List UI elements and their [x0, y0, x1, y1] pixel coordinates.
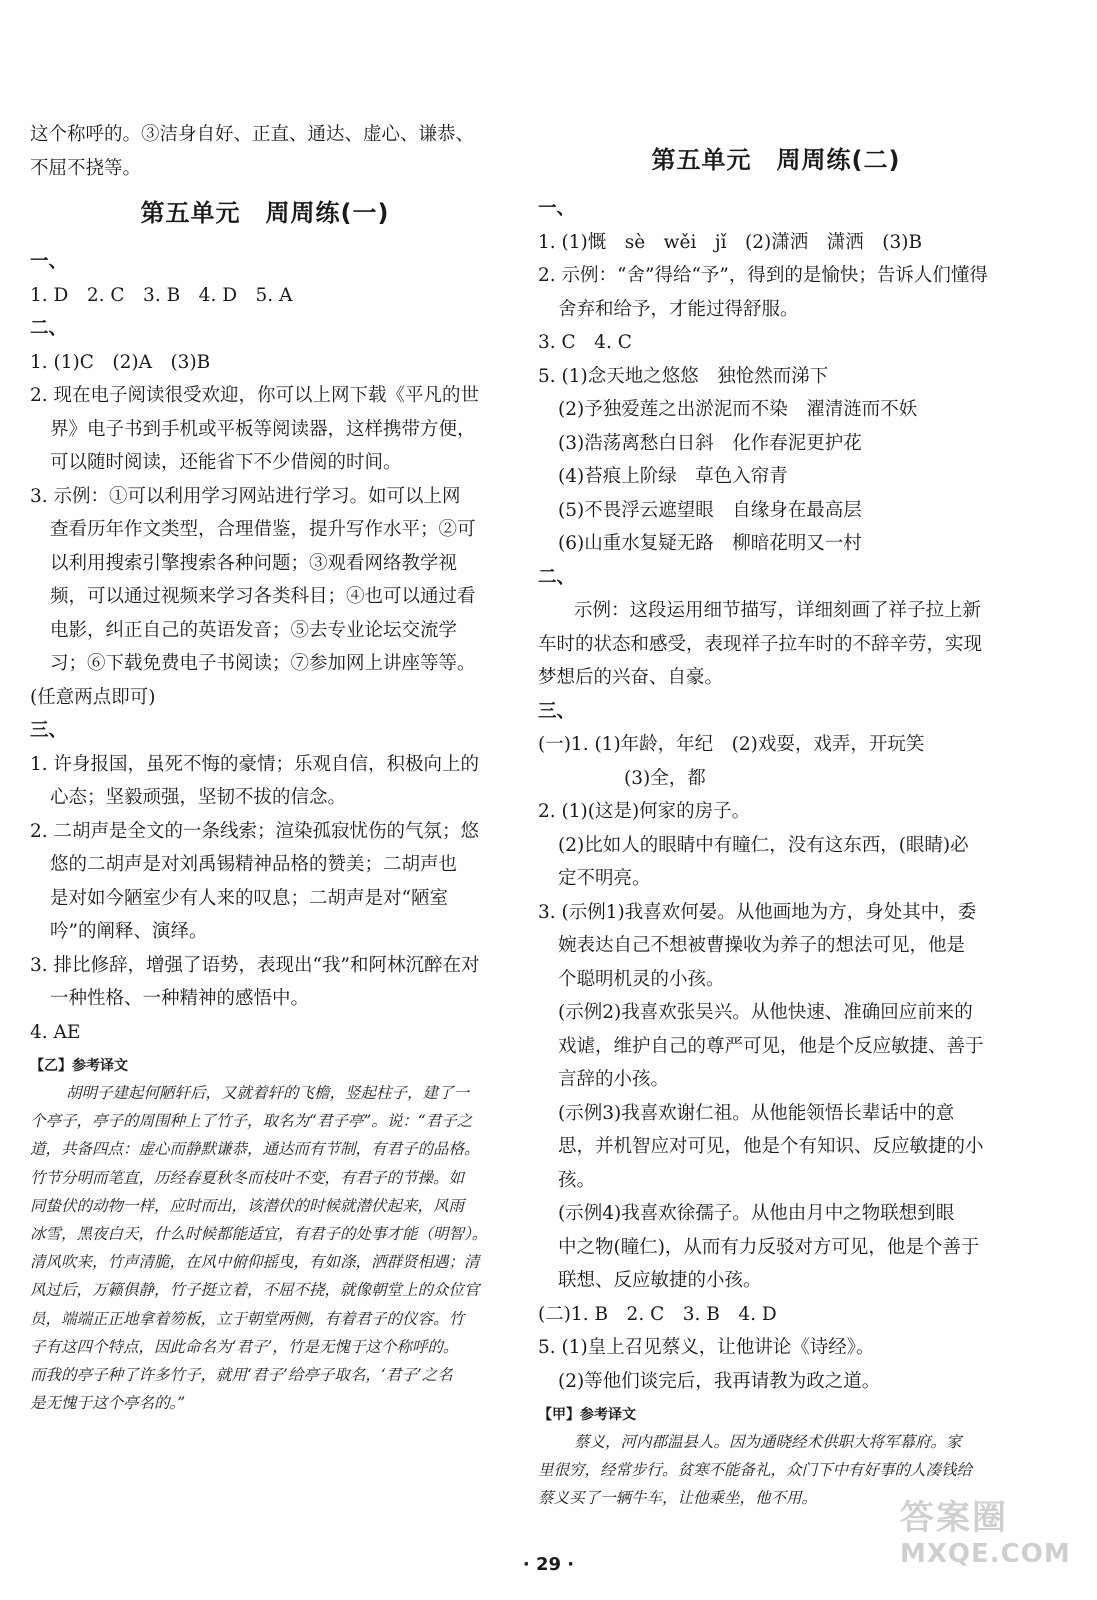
section-3-answers — [30, 748, 500, 1050]
text-line: 言辞的小孩。 — [558, 1069, 670, 1090]
text-line: 员，端端正正地拿着笏板，立于朝堂两侧，有着君子的仪容。竹 — [30, 1309, 465, 1328]
watermark-title: 答案圈 — [900, 1498, 1008, 1538]
text-line: 2. (1)(这是)何家的房子。 — [538, 801, 751, 822]
text-line: 清风吹来，竹声清脆，在风中俯仰摇曳，有如涤，洒群贤相遇；清 — [30, 1253, 480, 1272]
text-line: 舍弃和给予，才能过得舒服。 — [558, 298, 799, 320]
text-line: 个聪明机灵的小孩。 — [558, 968, 725, 990]
text-line: 4. AE — [30, 1021, 81, 1043]
text-line: 竹节分明而笔直，历经春夏秋冬而枝叶不变，有君子的节操。如 — [30, 1168, 465, 1187]
text-line: 5. (1)念天地之悠悠 独怆然而涕下 — [538, 365, 829, 387]
text-line: 戏谑，维护自己的尊严可见，他是个反应敏捷、善于 — [558, 1035, 984, 1057]
unit-heading-2: 第五单元 周周练(二) — [651, 146, 901, 174]
text-line: 而我的亭子种了许多竹子，就用‘君子’给亭子取名，‘君子’之名 — [30, 1366, 453, 1385]
text-line: 同蛰伏的动物一样，应时而出，该潜伏的时候就潜伏起来，风雨 — [30, 1196, 465, 1215]
text-line: 冰雪，黑夜白天，什么时候都能适宜，有君子的处事才能（明智）。 — [30, 1225, 488, 1244]
section-1-answers — [30, 279, 500, 313]
text-line: 道，共备四点：虚心而静默谦恭，通达而有节制，有君子的品格。 — [30, 1140, 480, 1159]
intro-text — [30, 118, 500, 185]
text-line: 车时的状态和感受，表现祥子拉车时的不辞辛劳，实现 — [538, 633, 983, 655]
text-line: 电影，纠正自己的英语发音；⑤去专业论坛交流学 — [50, 619, 458, 641]
text-line: 可以随时阅读，还能省下不少借阅的时间。 — [50, 452, 402, 473]
text-line: (二)1. B 2. C 3. B 4. D — [538, 1303, 777, 1325]
text-line: 吟”的阐释、演绎。 — [50, 921, 208, 942]
text-line: 3. (示例1)我喜欢何晏。从他画地为方，身处其中，委 — [538, 901, 977, 923]
text-line: 孩。 — [558, 1169, 596, 1191]
text-line: 示例：这段运用细节描写，详细刻画了祥子拉上新 — [574, 600, 982, 621]
text-line: (4)苔痕上阶绿 草色入帘青 — [558, 466, 788, 487]
text-line: 习；⑥下载免费电子书阅读；⑦参加网上讲座等等。 — [50, 653, 476, 674]
text-line: 1. D 2. C 3. B 4. D 5. A — [30, 284, 293, 306]
translation-tag: 【甲】参考译文 — [538, 1407, 636, 1423]
text-line: (一)1. (1)年龄，年纪 (2)戏耍，戏弄，开玩笑 — [538, 734, 925, 755]
text-line: 界》电子书到手机或平板等阅读器，这样携带方便， — [50, 418, 476, 440]
text-line: 这个称呼的。③洁身自好、正直、通达、虚心、谦恭、 — [30, 124, 475, 145]
left-column — [30, 118, 500, 1417]
section-2-answers — [30, 346, 500, 715]
text-line: 悠的二胡声是对刘禹锡精神品格的赞美；二胡声也 — [50, 854, 458, 875]
section-2-answers — [538, 594, 1014, 695]
text-line: 蔡义买了一辆牛车，让他乘坐，他不用。 — [538, 1489, 818, 1508]
text-line: 思，并机智应对可见，他是个有知识、反应敏捷的小 — [558, 1136, 984, 1157]
text-line: 以利用搜索引擎搜索各种问题；③观看网络教学视 — [50, 552, 458, 574]
text-line: (示例4)我喜欢徐孺子。从他由月中之物联想到眼 — [558, 1203, 955, 1224]
section-label: 三、 — [538, 700, 576, 722]
text-line: 是对如今陋室少有人来的叹息；二胡声是对“陋室 — [50, 887, 448, 909]
page-number: · 29 · — [522, 1554, 575, 1575]
text-line: 是无愧于这个亭名的。” — [30, 1394, 186, 1413]
section-label: 三、 — [30, 720, 68, 741]
text-line: 风过后，万籁俱静，竹子挺立着，不屈不挠，就像朝堂上的众位官 — [30, 1281, 480, 1300]
section-1-answers — [538, 226, 1014, 561]
text-line: (6)山重水复疑无路 柳暗花明又一村 — [558, 533, 862, 554]
unit-heading-1: 第五单元 周周练(一) — [140, 199, 390, 227]
text-line: 胡明子建起何陋轩后，又就着轩的飞檐，竖起柱子，建了一 — [66, 1084, 470, 1102]
text-line: 5. (1)皇上召见蔡义，让他讲论《诗经》。 — [538, 1337, 875, 1358]
text-line: 不屈不挠等。 — [30, 157, 142, 179]
text-line: 查看历年作文类型，合理借鉴，提升写作水平；②可 — [50, 519, 476, 540]
text-line: (示例2)我喜欢张吴兴。从他快速、准确回应前来的 — [558, 1002, 973, 1023]
text-line: 一种性格、一种精神的感悟中。 — [50, 988, 310, 1009]
text-line: 个亭子，亭子的周围种上了竹子，取名为“君子亭”。说：“君子之 — [30, 1112, 473, 1131]
text-line: 联想、反应敏捷的小孩。 — [558, 1270, 762, 1291]
text-line: 1. 许身报国，虽死不悔的豪情；乐观自信，积极向上的 — [30, 753, 480, 775]
right-column — [538, 140, 1014, 1513]
watermark-url: MXQE.COM — [900, 1539, 1071, 1569]
text-line: 频，可以通过视频来学习各类科目；④也可以通过看 — [50, 586, 476, 607]
text-line: 定不明亮。 — [558, 868, 651, 889]
text-line: 2. 二胡声是全文的一条线索；渲染孤寂忧伤的气氛；悠 — [30, 820, 480, 842]
text-line: (任意两点即可) — [30, 686, 156, 708]
translation-tag: 【乙】参考译文 — [30, 1058, 128, 1074]
text-line: 蔡义，河内郡温县人。因为通晓经术供职大将军幕府。家 — [574, 1433, 962, 1451]
text-line: 里很穷，经常步行。贫寒不能备礼，众门下中有好事的人凑钱给 — [538, 1461, 973, 1480]
text-line: (5)不畏浮云遮望眼 自缘身在最高层 — [558, 499, 862, 521]
text-line: 2. 示例：“舍”得给“予”，得到的是愉快；告诉人们懂得 — [538, 265, 988, 286]
text-line: (3)全，都 — [624, 767, 706, 789]
section-label: 一、 — [538, 198, 576, 219]
text-line: (3)浩荡离愁白日斜 化作春泥更护花 — [558, 432, 862, 454]
text-line: 心态；坚毅顽强，坚韧不拔的信念。 — [50, 787, 347, 808]
text-line: 3. C 4. C — [538, 332, 632, 353]
text-line: 1. (1)C (2)A (3)B — [30, 351, 211, 373]
text-line: (2)等他们谈完后，我再请教为政之道。 — [558, 1370, 881, 1392]
text-line: (2)比如人的眼睛中有瞳仁，没有这东西，(眼睛)必 — [558, 834, 969, 856]
text-line: 3. 示例：①可以利用学习网站进行学习。如可以上网 — [30, 485, 461, 507]
text-line: 1. (1)慨 sè wěi jǐ (2)潇洒 潇洒 (3)B — [538, 231, 923, 253]
text-line: 梦想后的兴奋、自豪。 — [538, 667, 724, 688]
text-line: 子有这四个特点，因此命名为‘君子’，竹是无愧于这个称呼的。 — [30, 1337, 459, 1356]
text-line: (2)予独爱莲之出淤泥而不染 濯清涟而不妖 — [558, 399, 918, 420]
text-line: 婉表达自己不想被曹操收为养子的想法可见，他是 — [558, 935, 966, 956]
section-label: 二、 — [30, 318, 68, 339]
watermark-logo — [900, 1490, 1085, 1590]
section-3-answers — [538, 728, 1014, 1398]
text-line: 2. 现在电子阅读很受欢迎，你可以上网下载《平凡的世 — [30, 385, 480, 406]
reference-translation — [30, 1079, 500, 1417]
section-label: 二、 — [538, 566, 576, 588]
text-line: 中之物(瞳仁)，从而有力反驳对方可见，他是个善于 — [558, 1236, 980, 1258]
section-label: 一、 — [30, 251, 68, 272]
text-line: (示例3)我喜欢谢仁祖。从他能领悟长辈话中的意 — [558, 1102, 955, 1124]
text-line: 3. 排比修辞，增强了语势，表现出“我”和阿林沉醉在对 — [30, 954, 480, 976]
